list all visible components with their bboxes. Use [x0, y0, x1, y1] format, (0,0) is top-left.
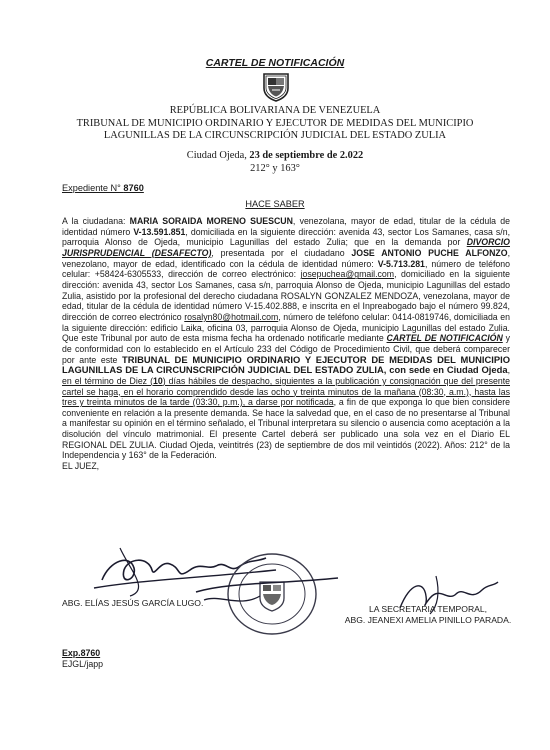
hace-saber-heading: HACE SABER: [245, 199, 305, 209]
respondent-id: V-13.591.851: [133, 226, 186, 237]
body-text: , presentada por el ciudadano: [211, 247, 352, 258]
term-text: en el término de Diez (: [62, 375, 153, 386]
footer-exp-label: Exp.: [62, 648, 81, 658]
body-text: , a fin de que exponga lo que bien considere conveniente en relación a la presente demanda. Se hace la salvedad que, en el caso de no presentarse al Tribunal a manifestar su opinión en el término señalado, el Tribunal interpretara su silencio o ausencia como aceptación a la disolución del vínculo matrimonial. El presente Cartel deberá ser publicado una sola vez en el Diario EL REGIONAL DEL ZULIA. Ciudad Ojeda, veintitrés (23) de septiembre de dos mil veintidós (2022). Años: 212° de la Independencia y 163° de la Federación.: [62, 397, 510, 461]
expediente-line: [62, 183, 144, 193]
body-text: , domiciliado en la siguiente dirección: avenida 43, sector Los Samanes, casa s/n, parroquia Alonso de Ojeda, municipio Lagunillas del estado Zulia, asistido por la profesional del derecho ciudadana ROSALYN GONZALEZ MENDOZA, venezolana, mayor de edad, titular de la cédula de identidad número V-15.402.888, e inscrita en el Inpreabogado bajo el número 99.824, dirección de correo electrónico: [62, 269, 510, 322]
body-text: A la ciudadana:: [62, 216, 130, 226]
header-line-court: TRIBUNAL DE MUNICIPIO ORDINARIO Y EJECUTOR DE MEDIDAS DEL MUNICIPIO: [76, 117, 474, 129]
cartel-reference: CARTEL DE NOTIFICACIÓN: [386, 333, 503, 344]
plaintiff-email-link[interactable]: josepuchea@gmail.com: [300, 269, 395, 280]
secretary-block: [328, 604, 528, 626]
footer-initials: EJGL/japp: [62, 659, 104, 669]
notification-body: [62, 216, 510, 472]
body-text: y de conformidad con lo establecido en el Artículo 233 del Código de Procedimiento Civil, que deberá comparecer por ante este: [62, 333, 510, 365]
date-years: 212° y 163°: [250, 162, 300, 174]
court-name-bold: TRIBUNAL DE MUNICIPIO ORDINARIO Y EJECUTOR DE MEDIDAS DEL MUNICIPIO LAGUNILLAS DE LA CIRCUNSCRIPCIÓN JUDICIAL DEL ESTADO ZULIA, con sede en Ciudad Ojeda: [62, 353, 510, 376]
respondent-name: MARIA SORAIDA MORENO SUESCUN: [129, 216, 293, 226]
secretary-name: ABG. JEANEXI AMELIA PINILLO PARADA.: [344, 615, 512, 625]
body-text: , domiciliada en la siguiente dirección: avenida 43, sector Los Samanes, casa s/n, parroquia Alonso de Ojeda, municipio Lagunillas del estado Zulia; que en la demanda por: [62, 226, 510, 248]
lawyer-email-link[interactable]: rosalyn80@hotmail.com: [184, 311, 279, 322]
body-text: , número de teléfono celular: +58424-6305533, dirección de correo electrónico:: [62, 258, 510, 280]
date-block: [0, 150, 550, 175]
body-text: ,: [507, 365, 510, 376]
judge-signature-name: ABG. ELÍAS JESÚS GARCÍA LUGO.: [62, 598, 204, 608]
body-text: , venezolana, mayor de edad, titular de la cédula de identidad número: [62, 216, 510, 237]
secretary-title: LA SECRETARIA TEMPORAL,: [368, 604, 488, 614]
footer-exp-number: 8760: [80, 648, 101, 658]
header-line-republic: REPÚBLICA BOLIVARIANA DE VENEZUELA: [169, 105, 381, 116]
term-text: ) días hábiles de despacho, siguientes a la publicación y consignación que del presente cartel se haga, en el horario comprendido desde las ocho y treinta minutos de la mañana (08:30, a.m.), hasta las tres y treinta minutos de la tarde (03:30, p.m.), a darse por notificada: [62, 375, 510, 408]
official-court-stamp-icon: [190, 548, 340, 638]
plaintiff-name: JOSE ANTONIO PUCHE ALFONZO: [351, 247, 508, 258]
plaintiff-id: V-5.713.281: [377, 258, 425, 269]
case-type: DIVORCIO JURISPRUDENCIAL (DESAFECTO): [62, 237, 510, 258]
body-paragraph: [62, 216, 510, 461]
term-days: 10: [153, 375, 163, 386]
expediente-number: 8760: [123, 183, 144, 193]
document-title: CARTEL DE NOTIFICACIÓN: [205, 57, 345, 69]
coat-of-arms-seal-icon: [260, 70, 292, 102]
judge-label: EL JUEZ,: [62, 461, 100, 472]
expediente-label: Expediente N°: [62, 183, 124, 193]
date-prefix: Ciudad Ojeda,: [186, 150, 250, 161]
body-text: , venezolano, mayor de edad, identificado con la cédula de identidad número:: [62, 247, 511, 269]
footer-reference: [62, 648, 103, 670]
body-text: , número de teléfono celular: 0414-0819746, domiciliada en la siguiente dirección: edificio Laika, oficina 03, parroquia Alonso de Ojeda, municipio Lagunillas del estado Zulia. Que este Tribunal por auto de esta misma fecha ha ordenado notificarle mediante: [62, 311, 511, 344]
date-value: 23 de septiembre de 2.022: [249, 150, 364, 161]
header-line-jurisdiction: LAGUNILLAS DE LA CIRCUNSCRIPCIÓN JUDICIAL DEL ESTADO ZULIA: [103, 130, 447, 141]
court-header: [0, 105, 550, 143]
